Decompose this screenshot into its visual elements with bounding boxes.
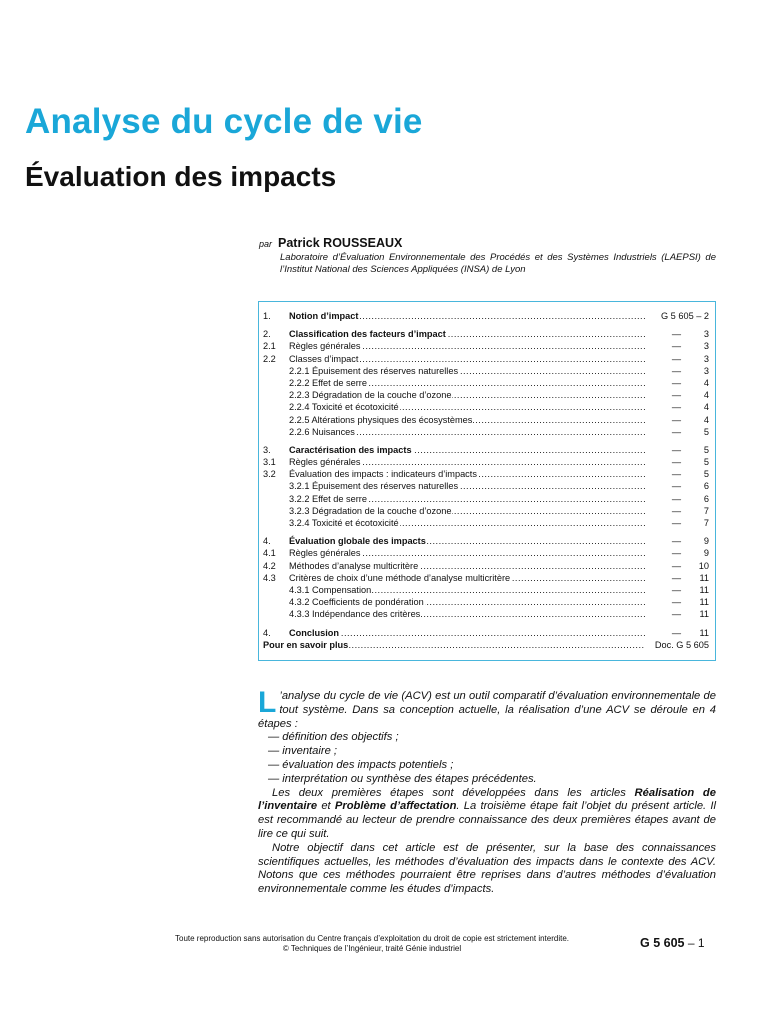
text-run: . La troisième étape fait l’objet du présent article. Il est recommandé au lecteur de prendre connaissance des deux premières étapes avant de lire ce qui suit.: [258, 800, 716, 840]
toc-page: 4: [703, 414, 709, 425]
paragraph-three: Notre objectif dans cet article est de présenter, sur la base des connaissances scientifiques actuelles, les méthodes d’évaluation des impacts dans le contexte des ACV. Notons que ces méthodes pourraient être reprises dans d’autres méthodes d’évaluation environnementale comme les études d’impacts.: [258, 841, 716, 896]
author-name: Patrick ROUSSEAUX: [278, 236, 403, 250]
toc-title-text: 4.3.2 Coefficients de pondération: [289, 597, 424, 608]
toc-entry: [263, 328, 709, 340]
toc-number: 4.1: [263, 548, 276, 559]
toc-entry: [263, 627, 709, 639]
toc-page: 3: [703, 341, 709, 352]
toc-page: 7: [703, 505, 709, 516]
toc-dash: —: [671, 518, 681, 528]
byline-par: par: [259, 239, 273, 249]
toc-title-text: Caractérisation des impacts: [289, 444, 412, 455]
toc-entry: [263, 493, 709, 505]
toc-title-text: 2.2.4 Toxicité et écotoxicité: [289, 402, 399, 413]
toc-number: 2.: [263, 329, 271, 340]
toc-dash: —: [671, 457, 681, 468]
toc-page: 11: [699, 627, 709, 638]
step-item: — définition des objectifs ;: [268, 731, 399, 744]
toc-dash: —: [671, 572, 681, 583]
toc-dash: —: [671, 365, 681, 376]
toc-title: [289, 310, 645, 322]
toc-title-text: 2.2.3 Dégradation de la couche d’ozone: [289, 390, 452, 401]
step-item: — évaluation des impacts potentiels ;: [268, 758, 454, 771]
toc-dash: —: [671, 402, 681, 413]
page-number: 1: [697, 936, 705, 950]
author-affiliation: Laboratoire d’Évaluation Environnementale des Procédés et des Systèmes Industriels (LAEPSI) de l’Institut National des Sciences Appliquées (INSA) de Lyon: [280, 252, 716, 275]
toc-title: [289, 340, 645, 352]
toc-entry: [263, 572, 709, 584]
toc-number: 3.: [263, 444, 271, 455]
toc-title-text: 2.2.5 Altérations physiques des écosystèmes: [289, 414, 473, 425]
toc-dash: —: [671, 414, 681, 425]
toc-dash: —: [671, 493, 681, 504]
document-subtitle: Évaluation des impacts: [25, 161, 337, 192]
toc-title-text: Classification des facteurs d’impact: [289, 329, 446, 340]
document-title: Analyse du cycle de vie: [25, 102, 423, 141]
toc-title: [289, 456, 645, 468]
toc-number: 2.1: [263, 341, 276, 352]
article-body: [258, 686, 716, 897]
toc-title: [289, 560, 645, 572]
toc-title: [289, 353, 645, 365]
toc-title: [289, 535, 645, 547]
toc-title-text: Conclusion: [289, 627, 340, 638]
toc-entry: [263, 444, 709, 456]
toc-dash: —: [671, 329, 681, 340]
toc-title: [263, 639, 645, 651]
toc-title: [289, 608, 645, 620]
toc-title-text: 2.2.1 Épuisement des réserves naturelles: [289, 365, 459, 376]
toc-title-text: Notion d’impact: [289, 311, 359, 321]
toc-page: 4: [703, 390, 709, 401]
toc-entry: [263, 365, 709, 377]
toc-dash: —: [671, 505, 681, 516]
toc-dash: —: [671, 609, 681, 620]
toc-title: [289, 584, 645, 596]
toc-title-text: 4.3.1 Compensation: [289, 584, 372, 595]
toc-title: [289, 377, 645, 389]
code-separator: –: [684, 936, 698, 950]
toc-title-text: 3.2.4 Toxicité et écotoxicité: [289, 518, 399, 528]
toc-title: [289, 572, 645, 584]
publisher-notice: © Techniques de l’Ingénieur, traité Génie industriel: [282, 943, 462, 953]
article-reference: Problème d’affectation: [334, 800, 457, 813]
toc-title-text: Classes d’impact: [289, 353, 359, 364]
text-run: et: [317, 800, 335, 813]
toc-entry: [263, 505, 709, 517]
toc-entry: [263, 456, 709, 468]
intro-text: ’analyse du cycle de vie (ACV) est un outil comparatif d’évaluation environnementale de tout système. Dans sa conception actuelle, la réalisation d’une ACV se déroule en 4 étapes :: [258, 690, 716, 730]
text-run: Les deux premières étapes sont développées dans les articles: [272, 786, 635, 799]
toc-title: [289, 414, 645, 426]
toc-page: 5: [703, 469, 709, 480]
toc-dash: —: [671, 548, 681, 559]
toc-entry: [263, 340, 709, 352]
toc-number: 4.: [263, 536, 271, 547]
toc-reference: Doc. G 5 605: [654, 639, 709, 650]
toc-dash: —: [671, 560, 681, 571]
toc-page: 6: [703, 493, 709, 504]
toc-entry: [263, 535, 709, 547]
toc-dash: —: [671, 627, 681, 638]
reproduction-notice: Toute reproduction sans autorisation du Centre français d’exploitation du droit de copie est strictement interdite.: [175, 934, 569, 943]
toc-dash: —: [671, 481, 681, 492]
toc-entry: [263, 608, 709, 620]
toc-entry: [263, 401, 709, 413]
toc-title-text: 2.2.6 Nuisances: [289, 426, 355, 437]
toc-number: 3.1: [263, 457, 276, 468]
toc-page: 5: [703, 426, 709, 437]
toc-title: [289, 444, 645, 456]
toc-title: [289, 547, 645, 559]
page-code: [640, 936, 705, 950]
toc-title-text: Règles générales: [289, 341, 361, 352]
toc-page: 6: [703, 481, 709, 492]
toc-title: [289, 328, 645, 340]
toc-title-text: Règles générales: [289, 548, 361, 559]
toc-entry: [263, 426, 709, 438]
step-item: — inventaire ;: [268, 745, 338, 758]
toc-number: 4.: [263, 627, 271, 638]
toc-page: 3: [703, 365, 709, 376]
toc-entry: [263, 389, 709, 401]
toc-title: [289, 365, 645, 377]
toc-reference: G 5 605 – 2: [660, 311, 709, 321]
toc-title-text: Évaluation des impacts : indicateurs d’impacts: [289, 469, 477, 480]
toc-number: 4.2: [263, 560, 276, 571]
toc-page: 7: [703, 518, 709, 528]
toc-title: [289, 426, 645, 438]
toc-page: 5: [703, 457, 709, 468]
toc-page: 4: [703, 402, 709, 413]
toc-title-text: 3.2.3 Dégradation de la couche d’ozone: [289, 505, 452, 516]
toc-title: [289, 401, 645, 413]
toc-dash: —: [671, 584, 681, 595]
toc-entry: [263, 414, 709, 426]
paragraph-two: [258, 787, 716, 842]
toc-dash: —: [671, 426, 681, 437]
toc-page: 5: [703, 444, 709, 455]
toc-page: 3: [703, 353, 709, 364]
toc-dash: —: [671, 353, 681, 364]
toc-page: 11: [699, 609, 709, 620]
toc-page: 11: [699, 597, 709, 608]
toc-entry: [263, 468, 709, 480]
toc-title: [289, 627, 645, 639]
toc-dash: —: [671, 469, 681, 480]
step-item: — interprétation ou synthèse des étapes précédentes.: [268, 772, 537, 785]
toc-title: [289, 596, 645, 608]
toc-title: [289, 468, 645, 480]
toc-title-text: 3.2.2 Effet de serre: [289, 493, 367, 504]
toc-page: 3: [703, 329, 709, 340]
toc-number: 1.: [263, 311, 271, 321]
toc-title-text: Méthodes d’analyse multicritère: [289, 560, 419, 571]
toc-entry: [263, 310, 709, 322]
toc-title: [289, 493, 645, 505]
toc-dash: —: [671, 390, 681, 401]
toc-title-text: Pour en savoir plus: [263, 639, 349, 650]
toc-page: 9: [703, 536, 709, 547]
toc-title-text: 3.2.1 Épuisement des réserves naturelles: [289, 481, 459, 492]
toc-title: [289, 517, 645, 529]
intro-paragraph: [258, 686, 716, 731]
toc-title-text: 2.2.2 Effet de serre: [289, 377, 367, 388]
toc-dash: —: [671, 341, 681, 352]
toc-entry: [263, 353, 709, 365]
toc-entry: [263, 480, 709, 492]
toc-entry: [263, 547, 709, 559]
toc-page: 10: [698, 560, 709, 571]
toc-entry: [263, 596, 709, 608]
toc-number: 2.2: [263, 353, 276, 364]
toc-title-text: Évaluation globale des impacts: [289, 536, 426, 547]
toc-title: [289, 389, 645, 401]
toc-number: 4.3: [263, 572, 276, 583]
toc-page: 9: [703, 548, 709, 559]
toc-title-text: 4.3.3 Indépendance des critères: [289, 609, 421, 620]
document-code: G 5 605: [640, 936, 685, 950]
toc-page: 11: [699, 572, 709, 583]
toc-number: 3.2: [263, 469, 276, 480]
toc-dash: —: [671, 444, 681, 455]
toc-entry: [263, 584, 709, 596]
toc-dash: —: [671, 377, 681, 388]
toc-page: 11: [699, 584, 709, 595]
toc-title: [289, 480, 645, 492]
toc-entry: [263, 560, 709, 572]
table-of-contents: [258, 301, 716, 661]
toc-entry: [263, 517, 709, 529]
toc-dash: —: [671, 536, 681, 547]
toc-dash: —: [671, 597, 681, 608]
toc-title: [289, 505, 645, 517]
copyright-notice: [132, 934, 612, 953]
drop-cap: L: [258, 686, 277, 719]
toc-title-text: Règles générales: [289, 457, 361, 468]
byline: [259, 236, 402, 250]
toc-entry: [263, 377, 709, 389]
toc-entry: [263, 639, 709, 651]
article-reference: Réalisation de l’inventaire: [258, 786, 716, 813]
toc-page: 4: [703, 377, 709, 388]
toc-title-text: Critères de choix d’une méthode d’analyse multicritère: [289, 572, 511, 583]
